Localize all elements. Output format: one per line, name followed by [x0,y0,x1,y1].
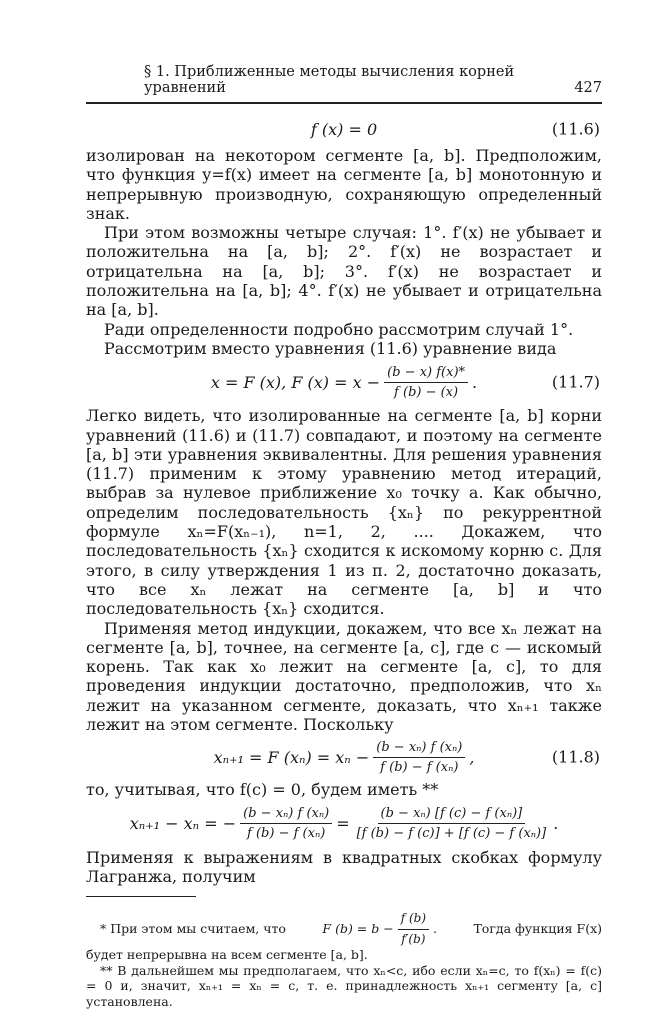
equation-body: f (x) = 0 [310,119,378,139]
fraction-denominator: f (b) − (x) [394,384,459,400]
equation-fraction-2 [354,806,550,841]
footnote-separator [86,896,196,897]
equation-difference [86,800,602,848]
fraction-denominator: [f (b) − f (c)] + [f (c) − f (xₙ)] [356,826,547,842]
fraction-numerator: (b − x) f(x)* [384,365,468,383]
equation-lhs: xₙ₊₁ = F (xₙ) = xₙ − [213,747,370,767]
equation-number: (11.6) [551,119,600,139]
footnote-1 [86,911,602,963]
equation-11-8 [86,734,602,780]
footnote-after: . [433,921,437,937]
equation-11-6 [86,112,602,146]
paragraph-7: то, учитывая, что f(c) = 0, будем иметь ** [86,780,439,800]
fraction-denominator: f (b) − f (xₙ) [380,759,459,775]
fraction-denominator: f (b) − f (xₙ) [247,826,326,842]
equation-lhs: xₙ₊₁ − xₙ = − [129,814,237,834]
running-header [86,64,602,104]
paragraph-2: При этом возможны четыре случая: 1°. f′(x) не убывает и положительна на [a, b]; 2°. f′(x) не возрастает и отрицательна на [a, b]; 3°. f′(x) не возрастает и положительна на [a, b]; 4°. f′(x) не убывает и отрицательна на [a, b]. [86,223,602,320]
paragraph-3: Ради определенности подробно рассмотрим случай 1°. [104,319,574,339]
footnote-fraction [398,911,429,947]
fraction-numerator: (b − xₙ) f (xₙ) [240,806,332,824]
fraction-numerator: (b − xₙ) [f (c) − f (xₙ)] [378,806,526,824]
equation-tail: . [472,372,478,392]
equation-11-7 [86,358,602,406]
equation-lhs: x = F (x), F (x) = x − [210,372,381,392]
paragraph-8: Применяя к выражениям в квадратных скобках формулу Лагранжа, получим [86,847,602,886]
equation-fraction [384,365,468,400]
equation-number: (11.8) [551,747,600,767]
fraction-numerator: (b − xₙ) f (xₙ) [373,740,465,758]
footnote-lead: * При этом мы считаем, что [100,921,286,937]
footnote-tail: Тогда функция F(x) [473,921,602,937]
paragraph-1: изолирован на некотором сегменте [a, b]. Предположим, что функция y=f(x) имеет на сегменте [a, b] монотонную и непрерывную производную, сохраняющую определенный знак. [86,146,602,223]
equation-number: (11.7) [551,372,600,392]
equation-equals: = [336,814,350,834]
fraction-numerator: f (b) [398,911,429,930]
paragraph-6: Применяя метод индукции, докажем, что все xₙ лежат на сегменте [a, b], точнее, на сегменте [a, c], где c — искомый корень. Так как x₀ лежит на сегменте [a, c], то для проведения индукции достаточно, предположив, что xₙ лежит на указанном сегменте, доказать, что xₙ₊₁ также лежит на этом сегменте. Поскольку [86,618,602,735]
equation-tail: , [469,747,475,767]
page-number: 427 [574,80,602,96]
fraction-denominator: f′(b) [401,931,426,946]
equation-fraction [373,740,465,775]
paragraph-5: Легко видеть, что изолированные на сегменте [a, b] корни уравнений (11.6) и (11.7) совпадают, и поэтому на сегменте [a, b] эти уравнения эквивалентны. Для решения уравнения (11.7) применим к этому уравнению метод итераций, выбрав за нулевое приближение x₀ точку a. Как обычно, определим последовательность {xₙ} по рекуррентной формуле xₙ=F(xₙ₋₁), n=1, 2, .... Докажем, что последовательность {xₙ} сходится к искомому корню c. Для этого, в силу утверждения 1 из п. 2, достаточно доказать, что все xₙ лежат на сегменте [a, b] и что последовательность {xₙ} сходится. [86,406,602,619]
equation-tail: . [553,814,559,834]
paragraph-4: Рассмотрим вместо уравнения (11.6) уравнение вида [104,338,557,358]
footnote-continuation: будет непрерывна на всем сегменте [a, b]. [86,947,368,963]
section-title: § 1. Приближенные методы вычисления корней уравнений [144,64,515,96]
footnote-expr: F (b) = b − [322,921,394,937]
book-page [86,64,602,1009]
footnote-2: ** В дальнейшем мы предполагаем, что xₙ<c, ибо если xₙ=c, то f(xₙ) = f(c) = 0 и, значит, xₙ₊₁ = xₙ = c, т. е. принадлежность xₙ₊₁ сегменту [a, c] установлена. [86,962,602,1009]
equation-fraction-1 [240,806,332,841]
